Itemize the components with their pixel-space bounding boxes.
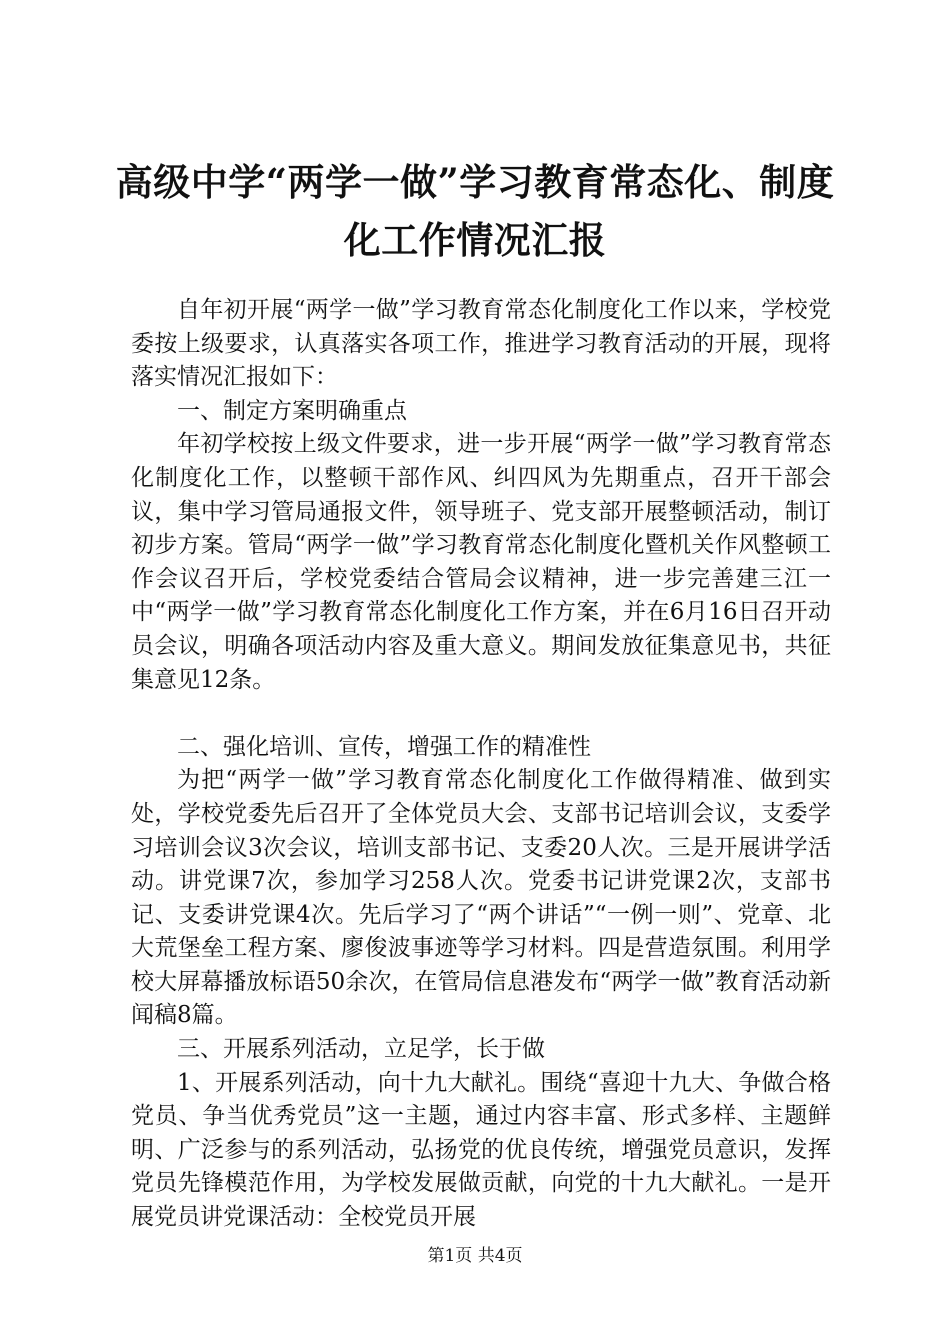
- section3-item1-paragraph: 1、开展系列活动，向十九大献礼。围绕“喜迎十九大、争做合格党员、争当优秀党员”这一主题，通过内容丰富、形式多样、主题鲜明、广泛参与的系列活动，弘扬党的优良传统，增强党员意识，发挥党员先锋模范作用，为学校发展做贡献，向党的十九大献礼。一是开展党员讲党课活动：全校党员开展: [131, 1069, 831, 1231]
- section2-heading: 二、强化培训、宣传，增强工作的精准性: [177, 733, 591, 760]
- page-number-footer: 第1页 共4页: [427, 1246, 523, 1266]
- section2-paragraph: 为把“两学一做”学习教育常态化制度化工作做得精准、做到实处，学校党委先后召开了全体党员大会、支部书记培训会议，支委学习培训会议3次会议，培训支部书记、支委20人次。三是开展讲学活动。讲党课7次，参加学习258人次。党委书记讲党课2次，支部书记、支委讲党课4次。先后学习了“两个讲话”“一例一则”、党章、北大荒堡垒工程方案、廖俊波事迹等学习材料。四是营造氛围。利用学校大屏幕播放标语50余次，在管局信息港发布“两学一做”教育活动新闻稿8篇。: [131, 767, 831, 1029]
- document-title-line1: 高级中学“两学一做”学习教育常态化、制度: [115, 160, 835, 204]
- document-title-line2: 化工作情况汇报: [343, 218, 607, 262]
- document-body: [131, 294, 831, 1235]
- section3-heading: 三、开展系列活动，立足学，长于做: [177, 1036, 545, 1063]
- intro-paragraph: 自年初开展“两学一做”学习教育常态化制度化工作以来，学校党委按上级要求，认真落实各项工作，推进学习教育活动的开展，现将落实情况汇报如下：: [131, 297, 831, 391]
- paragraph-spacer: [131, 697, 831, 731]
- section1-heading: 一、制定方案明确重点: [177, 397, 407, 424]
- section1-paragraph: 年初学校按上级文件要求，进一步开展“两学一做”学习教育常态化制度化工作，以整顿干部作风、纠四风为先期重点，召开干部会议，集中学习管局通报文件，领导班子、党支部开展整顿活动，制订初步方案。管局“两学一做”学习教育常态化制度化暨机关作风整顿工作会议召开后，学校党委结合管局会议精神，进一步完善建三江一中“两学一做”学习教育常态化制度化工作方案，并在6月16日召开动员会议，明确各项活动内容及重大意义。期间发放征集意见书，共征集意见12条。: [131, 431, 831, 693]
